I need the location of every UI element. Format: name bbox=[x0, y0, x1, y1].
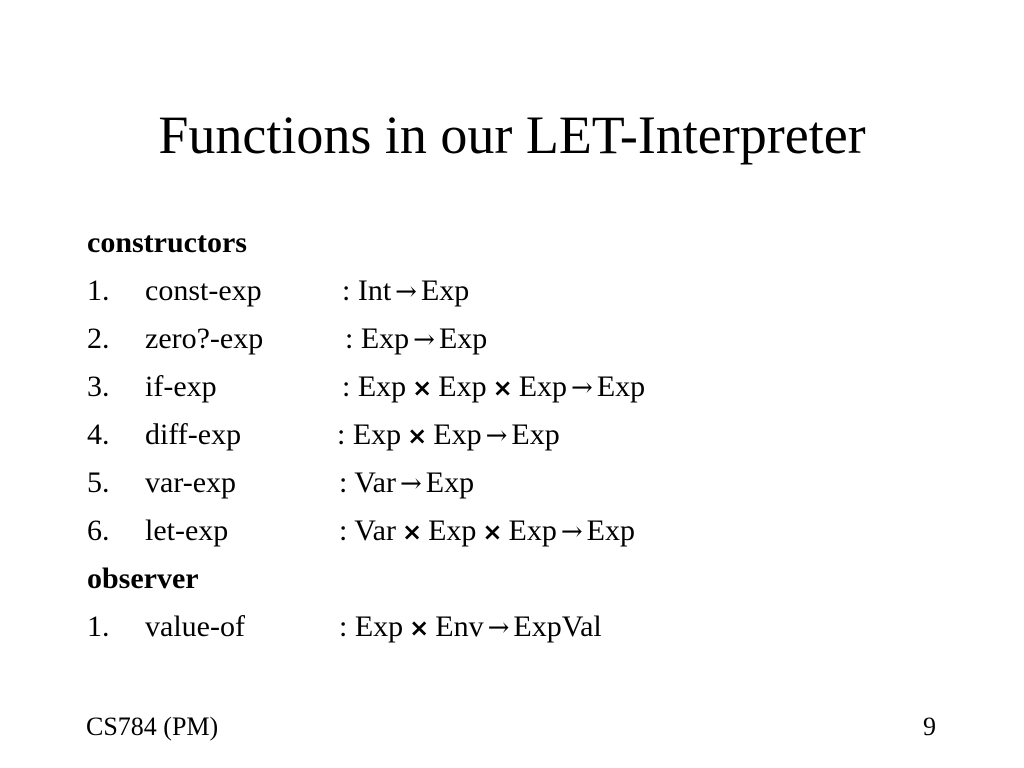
observer-list bbox=[87, 606, 987, 654]
footer-page-number: 9 bbox=[923, 712, 936, 741]
arrow-symbol: → bbox=[560, 517, 583, 547]
type-signature bbox=[345, 318, 487, 361]
type-name: ExpVal bbox=[513, 610, 602, 643]
constructors-heading: constructors bbox=[87, 226, 247, 259]
product-symbol: × bbox=[412, 374, 433, 402]
product-symbol: × bbox=[409, 614, 430, 642]
type-name: : Exp bbox=[342, 370, 407, 403]
type-signature bbox=[339, 606, 602, 649]
constructors-item-5 bbox=[87, 462, 987, 510]
type-name: Exp bbox=[438, 370, 487, 403]
function-name: zero?-exp bbox=[145, 322, 264, 355]
product-symbol: × bbox=[401, 518, 423, 546]
arrow-symbol: → bbox=[413, 325, 435, 355]
function-name: var-exp bbox=[145, 466, 237, 499]
type-name: Exp bbox=[428, 514, 477, 547]
item-number: 2. bbox=[87, 322, 110, 355]
type-name: Exp bbox=[596, 370, 646, 403]
function-name: const-exp bbox=[145, 274, 262, 307]
product-symbol: × bbox=[492, 374, 513, 402]
constructors-item-3 bbox=[87, 366, 987, 414]
function-name: value-of bbox=[145, 610, 245, 643]
function-name: let-exp bbox=[145, 514, 229, 547]
type-name: Exp bbox=[420, 274, 470, 307]
type-name: : Exp bbox=[337, 418, 402, 451]
type-name: : Exp bbox=[345, 322, 410, 355]
arrow-symbol: → bbox=[487, 613, 510, 643]
type-name: Env bbox=[435, 610, 484, 643]
constructors-item-1 bbox=[87, 270, 987, 318]
arrow-symbol: → bbox=[485, 421, 508, 451]
arrow-symbol: → bbox=[395, 277, 417, 307]
type-signature bbox=[339, 462, 474, 505]
type-name: Exp bbox=[433, 418, 482, 451]
arrow-symbol: → bbox=[571, 373, 593, 403]
arrow-symbol: → bbox=[399, 469, 422, 499]
type-signature bbox=[339, 510, 635, 553]
type-name: : Int bbox=[342, 274, 392, 307]
type-name: Exp bbox=[425, 466, 475, 499]
item-number: 6. bbox=[87, 514, 110, 547]
function-name: diff-exp bbox=[145, 418, 242, 451]
type-signature bbox=[342, 270, 469, 313]
constructors-list bbox=[87, 270, 987, 558]
type-name: Exp bbox=[438, 322, 488, 355]
footer-course: CS784 (PM) bbox=[86, 712, 219, 741]
product-symbol: × bbox=[407, 422, 428, 450]
slide-title: Functions in our LET-Interpreter bbox=[158, 105, 866, 165]
item-number: 3. bbox=[87, 370, 110, 403]
type-name: Exp bbox=[518, 370, 568, 403]
type-signature bbox=[337, 414, 560, 457]
observer-item-1 bbox=[87, 606, 987, 654]
type-name: : Exp bbox=[339, 610, 404, 643]
observer-heading: observer bbox=[87, 562, 199, 595]
type-signature bbox=[342, 366, 645, 409]
type-name: Exp bbox=[586, 514, 635, 547]
type-name: : Var bbox=[339, 466, 396, 499]
item-number: 1. bbox=[87, 610, 110, 643]
item-number: 5. bbox=[87, 466, 110, 499]
slide-body bbox=[87, 222, 987, 654]
constructors-item-4 bbox=[87, 414, 987, 462]
product-symbol: × bbox=[482, 518, 503, 546]
type-name: : Var bbox=[339, 514, 396, 547]
item-number: 4. bbox=[87, 418, 110, 451]
item-number: 1. bbox=[87, 274, 110, 307]
constructors-item-6 bbox=[87, 510, 987, 558]
function-name: if-exp bbox=[145, 370, 217, 403]
type-name: Exp bbox=[511, 418, 560, 451]
constructors-item-2 bbox=[87, 318, 987, 366]
type-name: Exp bbox=[508, 514, 557, 547]
